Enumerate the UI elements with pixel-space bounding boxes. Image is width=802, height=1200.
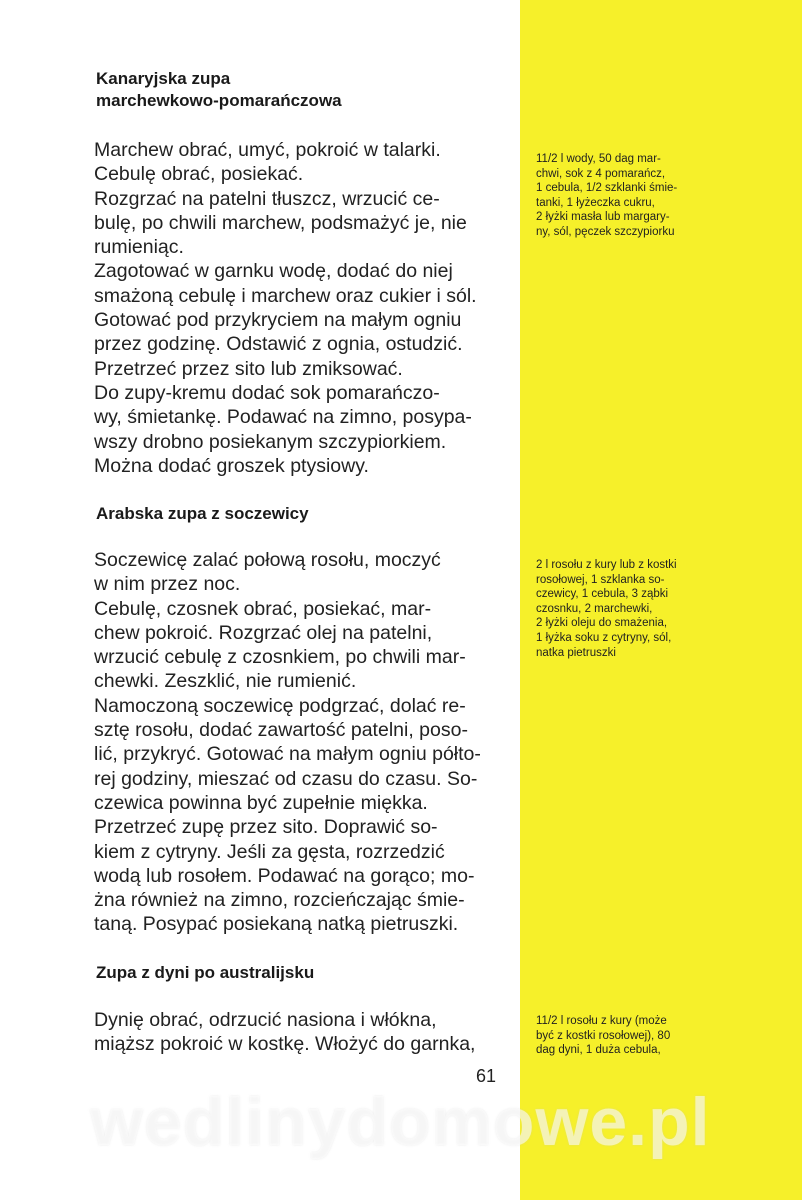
recipe-3-title: Zupa z dyni po australijsku <box>96 963 315 982</box>
paragraph: Soczewicę zalać połową rosołu, moczyć w nim przez noc. <box>94 549 441 596</box>
recipe-2-instructions <box>94 548 499 937</box>
recipe-1-ingredients: 11/2 l wody, 50 dag mar- chwi, sok z 4 pomarańcz, 1 cebula, 1/2 szklanki śmie- tanki, 1 łyżeczka cukru, 2 łyżki masła lub margary- ny, sól, pęczek szczypiorku <box>536 153 678 238</box>
paragraph: Cebulę, czosnek obrać, posiekać, mar- chew pokroić. Rozgrzać olej na patelni, wrzucić cebulę z czosnkiem, po chwili mar- chewki. Zeszklić, nie rumienić. <box>94 597 466 693</box>
paragraph: Przetrzeć zupę przez sito. Doprawić so- kiem z cytryny. Jeśli za gęsta, rozrzedzić wodą lub rosołem. Podawać na gorąco; mo- żna również na zimno, rozcieńczając śmie- taną. Posypać posiekaną natką pietruszki. <box>94 816 475 936</box>
paragraph: Marchew obrać, umyć, pokroić w talarki. Cebulę obrać, posiekać. <box>94 139 441 186</box>
recipe-2-ingredients: 2 l rosołu z kury lub z kostki rosołowej, 1 szklanka so- czewicy, 1 cebula, 3 ząbki czosnku, 2 marchewki, 2 łyżki oleju do smażenia, 1 łyżka soku z cytryny, sól, natka pietruszki <box>536 559 677 659</box>
paragraph: Rozgrzać na patelni tłuszcz, wrzucić ce- bulę, po chwili marchew, podsmażyć je, nie rumieniąc. <box>94 187 467 259</box>
recipe-1-instructions <box>94 138 499 478</box>
recipe-3-ingredients: 11/2 l rosołu z kury (może być z kostki rosołowej), 80 dag dyni, 1 duża cebula, <box>536 1015 671 1057</box>
paragraph: Namoczoną soczewicę podgrzać, dolać re- sztę rosołu, dodać zawartość patelni, poso- lić, przykryć. Gotować na małym ogniu półto- rej godziny, mieszać od czasu do czasu. So- czewica powinna być zupełnie miękka. <box>94 694 481 814</box>
paragraph: Zagotować w garnku wodę, dodać do niej smażoną cebulę i marchew oraz cukier i sól. Gotować pod przykryciem na małym ogniu przez godzinę. Odstawić z ognia, ostudzić. Przetrzeć przez sito lub zmiksować. <box>94 260 477 380</box>
recipe-1-title: Kanaryjska zupa marchewkowo-pomarańczowa <box>96 69 342 110</box>
watermark: wedlinydomowe.pl <box>90 1084 711 1160</box>
paragraph: Do zupy-kremu dodać sok pomarańczo- wy, śmietankę. Podawać na zimno, posypa- wszy drobno posiekanym szczypiorkiem. Można dodać groszek ptysiowy. <box>94 381 472 477</box>
paragraph: Dynię obrać, odrzucić nasiona i włókna, miąższ pokroić w kostkę. Włożyć do garnka, <box>94 1009 476 1056</box>
recipe-3-instructions <box>94 1008 499 1057</box>
recipe-2-title: Arabska zupa z soczewicy <box>96 504 309 523</box>
page-number: 61 <box>476 1066 497 1086</box>
